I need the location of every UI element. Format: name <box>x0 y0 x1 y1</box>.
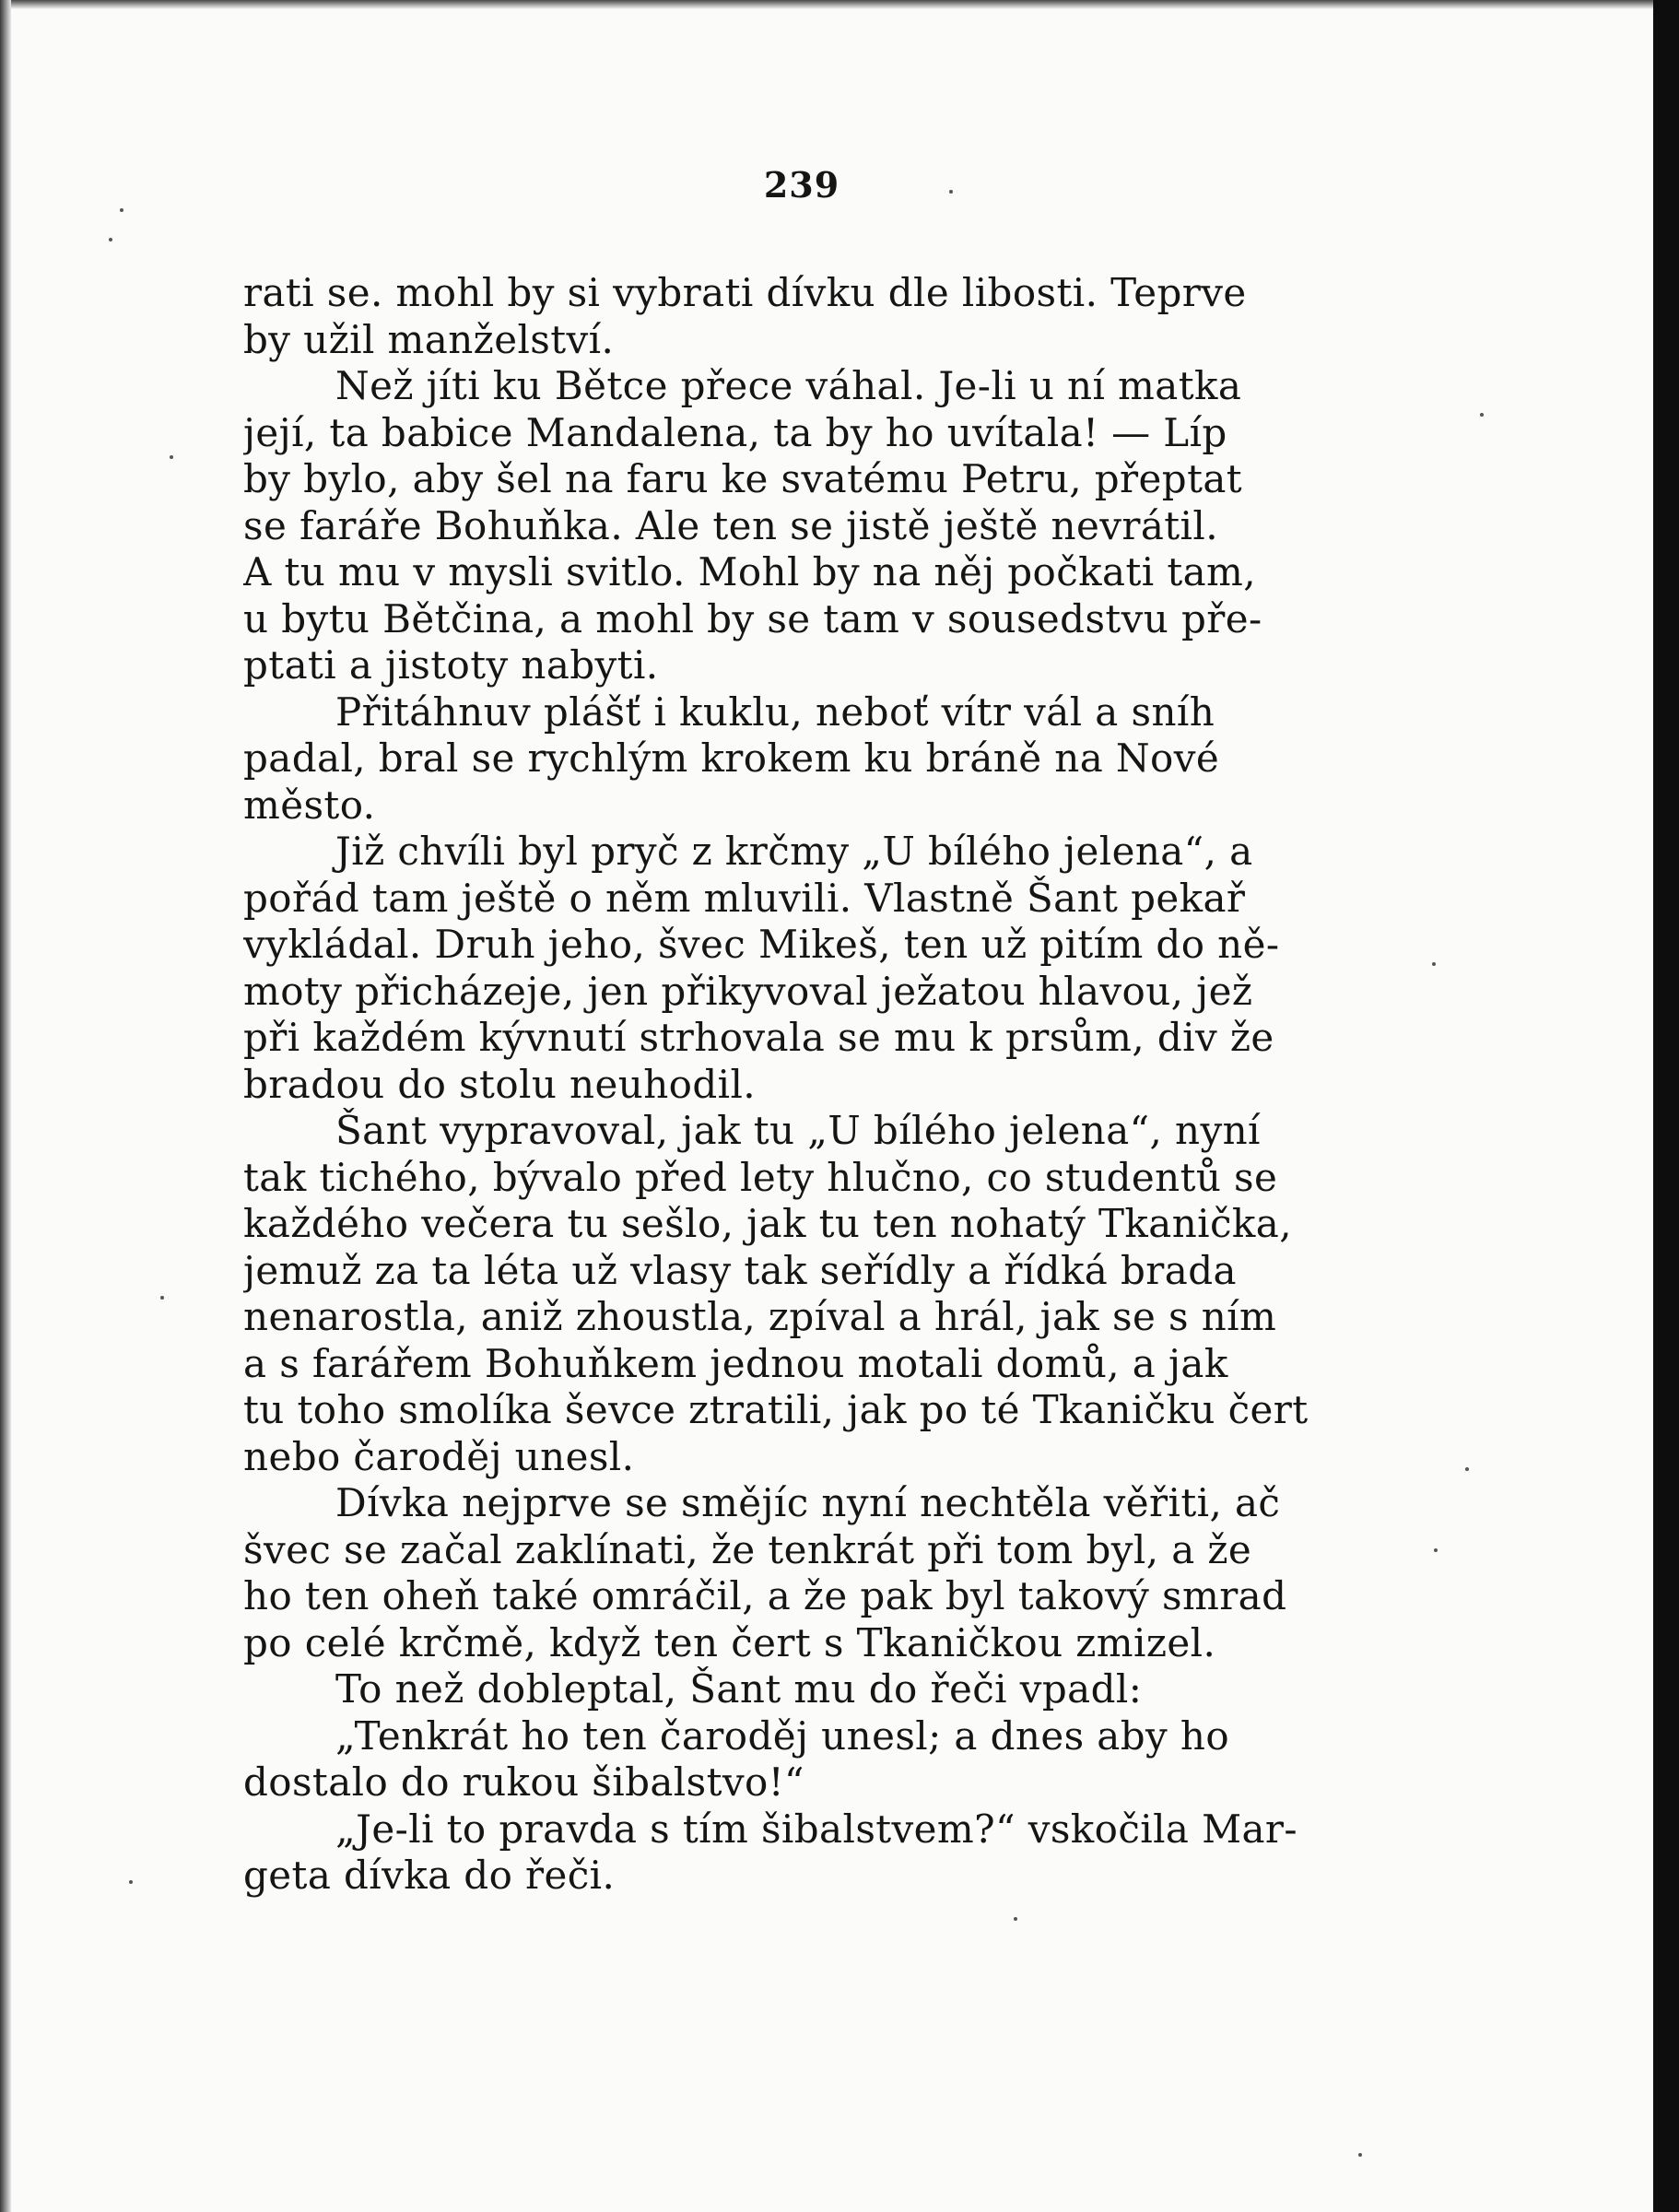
text-line: Již chvíli byl pryč z krčmy „U bílého jelena“, a <box>335 829 1253 874</box>
text-line: u bytu Bětčina, a mohl by se tam v sousedstvu pře- <box>243 595 1262 641</box>
page-number: 239 <box>763 164 840 206</box>
text-line: nebo čaroděj unesl. <box>243 1433 635 1479</box>
text-line: geta dívka do řeči. <box>243 1853 616 1898</box>
text-line: tak tichého, bývalo před lety hlučno, co studentů se <box>243 1154 1278 1200</box>
text-line: nenarostla, aniž zhoustla, zpíval a hrál, jak se s ním <box>243 1294 1277 1339</box>
text-line: Než jíti ku Bětce přece váhal. Je-li u ní matka <box>335 363 1242 408</box>
dust-speck <box>1432 962 1436 966</box>
text-line: a s farářem Bohuňkem jednou motali domů, a jak <box>243 1340 1228 1386</box>
scan-left-edge <box>0 0 11 2212</box>
dust-speck <box>1465 1467 1469 1471</box>
text-line: švec se začal zaklínati, že tenkrát při tom byl, a že <box>243 1526 1252 1572</box>
text-line: by užil manželství. <box>243 316 615 362</box>
text-line: „Je-li to pravda s tím šibalstvem?“ vskočila Mar- <box>335 1806 1298 1852</box>
text-line: město. <box>243 782 376 828</box>
text-line: dostalo do rukou šibalstvo!“ <box>243 1759 804 1805</box>
text-line: A tu mu v mysli svitlo. Mohl by na něj počkati tam, <box>243 549 1257 594</box>
text-line: moty přicházeje, jen přikyvoval ježatou hlavou, jež <box>243 968 1253 1014</box>
text-line: by bylo, aby šel na faru ke svatému Petru, přeptat <box>243 456 1243 501</box>
dust-speck <box>160 1296 164 1300</box>
dust-speck <box>109 238 112 241</box>
dust-speck <box>1434 1548 1438 1552</box>
text-line: „Tenkrát ho ten čaroděj unesl; a dnes aby ho <box>335 1712 1230 1759</box>
text-line: každého večera tu sešlo, jak tu ten nohatý Tkanička, <box>243 1201 1292 1246</box>
text-line: padal, bral se rychlým krokem ku bráně na Nové <box>243 735 1220 781</box>
text-line: po celé krčmě, když ten čert s Tkaničkou zmizel. <box>243 1619 1216 1665</box>
dust-speck <box>129 1880 133 1884</box>
dust-speck <box>1358 2153 1362 2157</box>
dust-speck <box>1014 1917 1017 1921</box>
text-line: jemuž za ta léta už vlasy tak seřídly a řídká brada <box>243 1247 1237 1293</box>
scan-right-edge <box>1653 0 1679 2212</box>
text-line: Dívka nejprve se smějíc nyní nechtěla věřiti, ač <box>335 1480 1281 1525</box>
text-line: její, ta babice Mandalena, ta by ho uvítala! — Líp <box>243 409 1227 455</box>
text-line: Přitáhnuv plášť i kuklu, neboť vítr vál a sníh <box>335 688 1215 735</box>
text-line: To než dobleptal, Šant mu do řeči vpadl: <box>335 1666 1143 1712</box>
dust-speck <box>120 208 123 212</box>
dust-speck <box>949 190 953 194</box>
text-line: rati se. mohl by si vybrati dívku dle libosti. Teprve <box>243 270 1247 315</box>
scan-top-edge <box>0 0 1679 9</box>
text-line: ho ten oheň také omráčil, a že pak byl takový smrad <box>243 1573 1287 1618</box>
dust-speck <box>170 455 173 459</box>
text-line: vykládal. Druh jeho, švec Mikeš, ten už pitím do ně- <box>243 922 1280 967</box>
text-line: Šant vypravoval, jak tu „U bílého jelena“, nyní <box>335 1108 1261 1153</box>
text-line: ptati a jistoty nabyti. <box>243 642 659 688</box>
text-line: se faráře Bohuňka. Ale ten se jistě ještě nevrátil. <box>243 502 1218 548</box>
text-line: při každém kývnutí strhovala se mu k prsům, div že <box>243 1015 1274 1060</box>
dust-speck <box>1480 413 1484 417</box>
text-line: tu toho smolíka ševce ztratili, jak po té Tkaničku čert <box>243 1387 1309 1432</box>
text-line: bradou do stolu neuhodil. <box>243 1061 757 1107</box>
body-text <box>243 270 1380 1900</box>
text-line: pořád tam ještě o něm mluvili. Vlastně Šant pekař <box>243 875 1246 921</box>
